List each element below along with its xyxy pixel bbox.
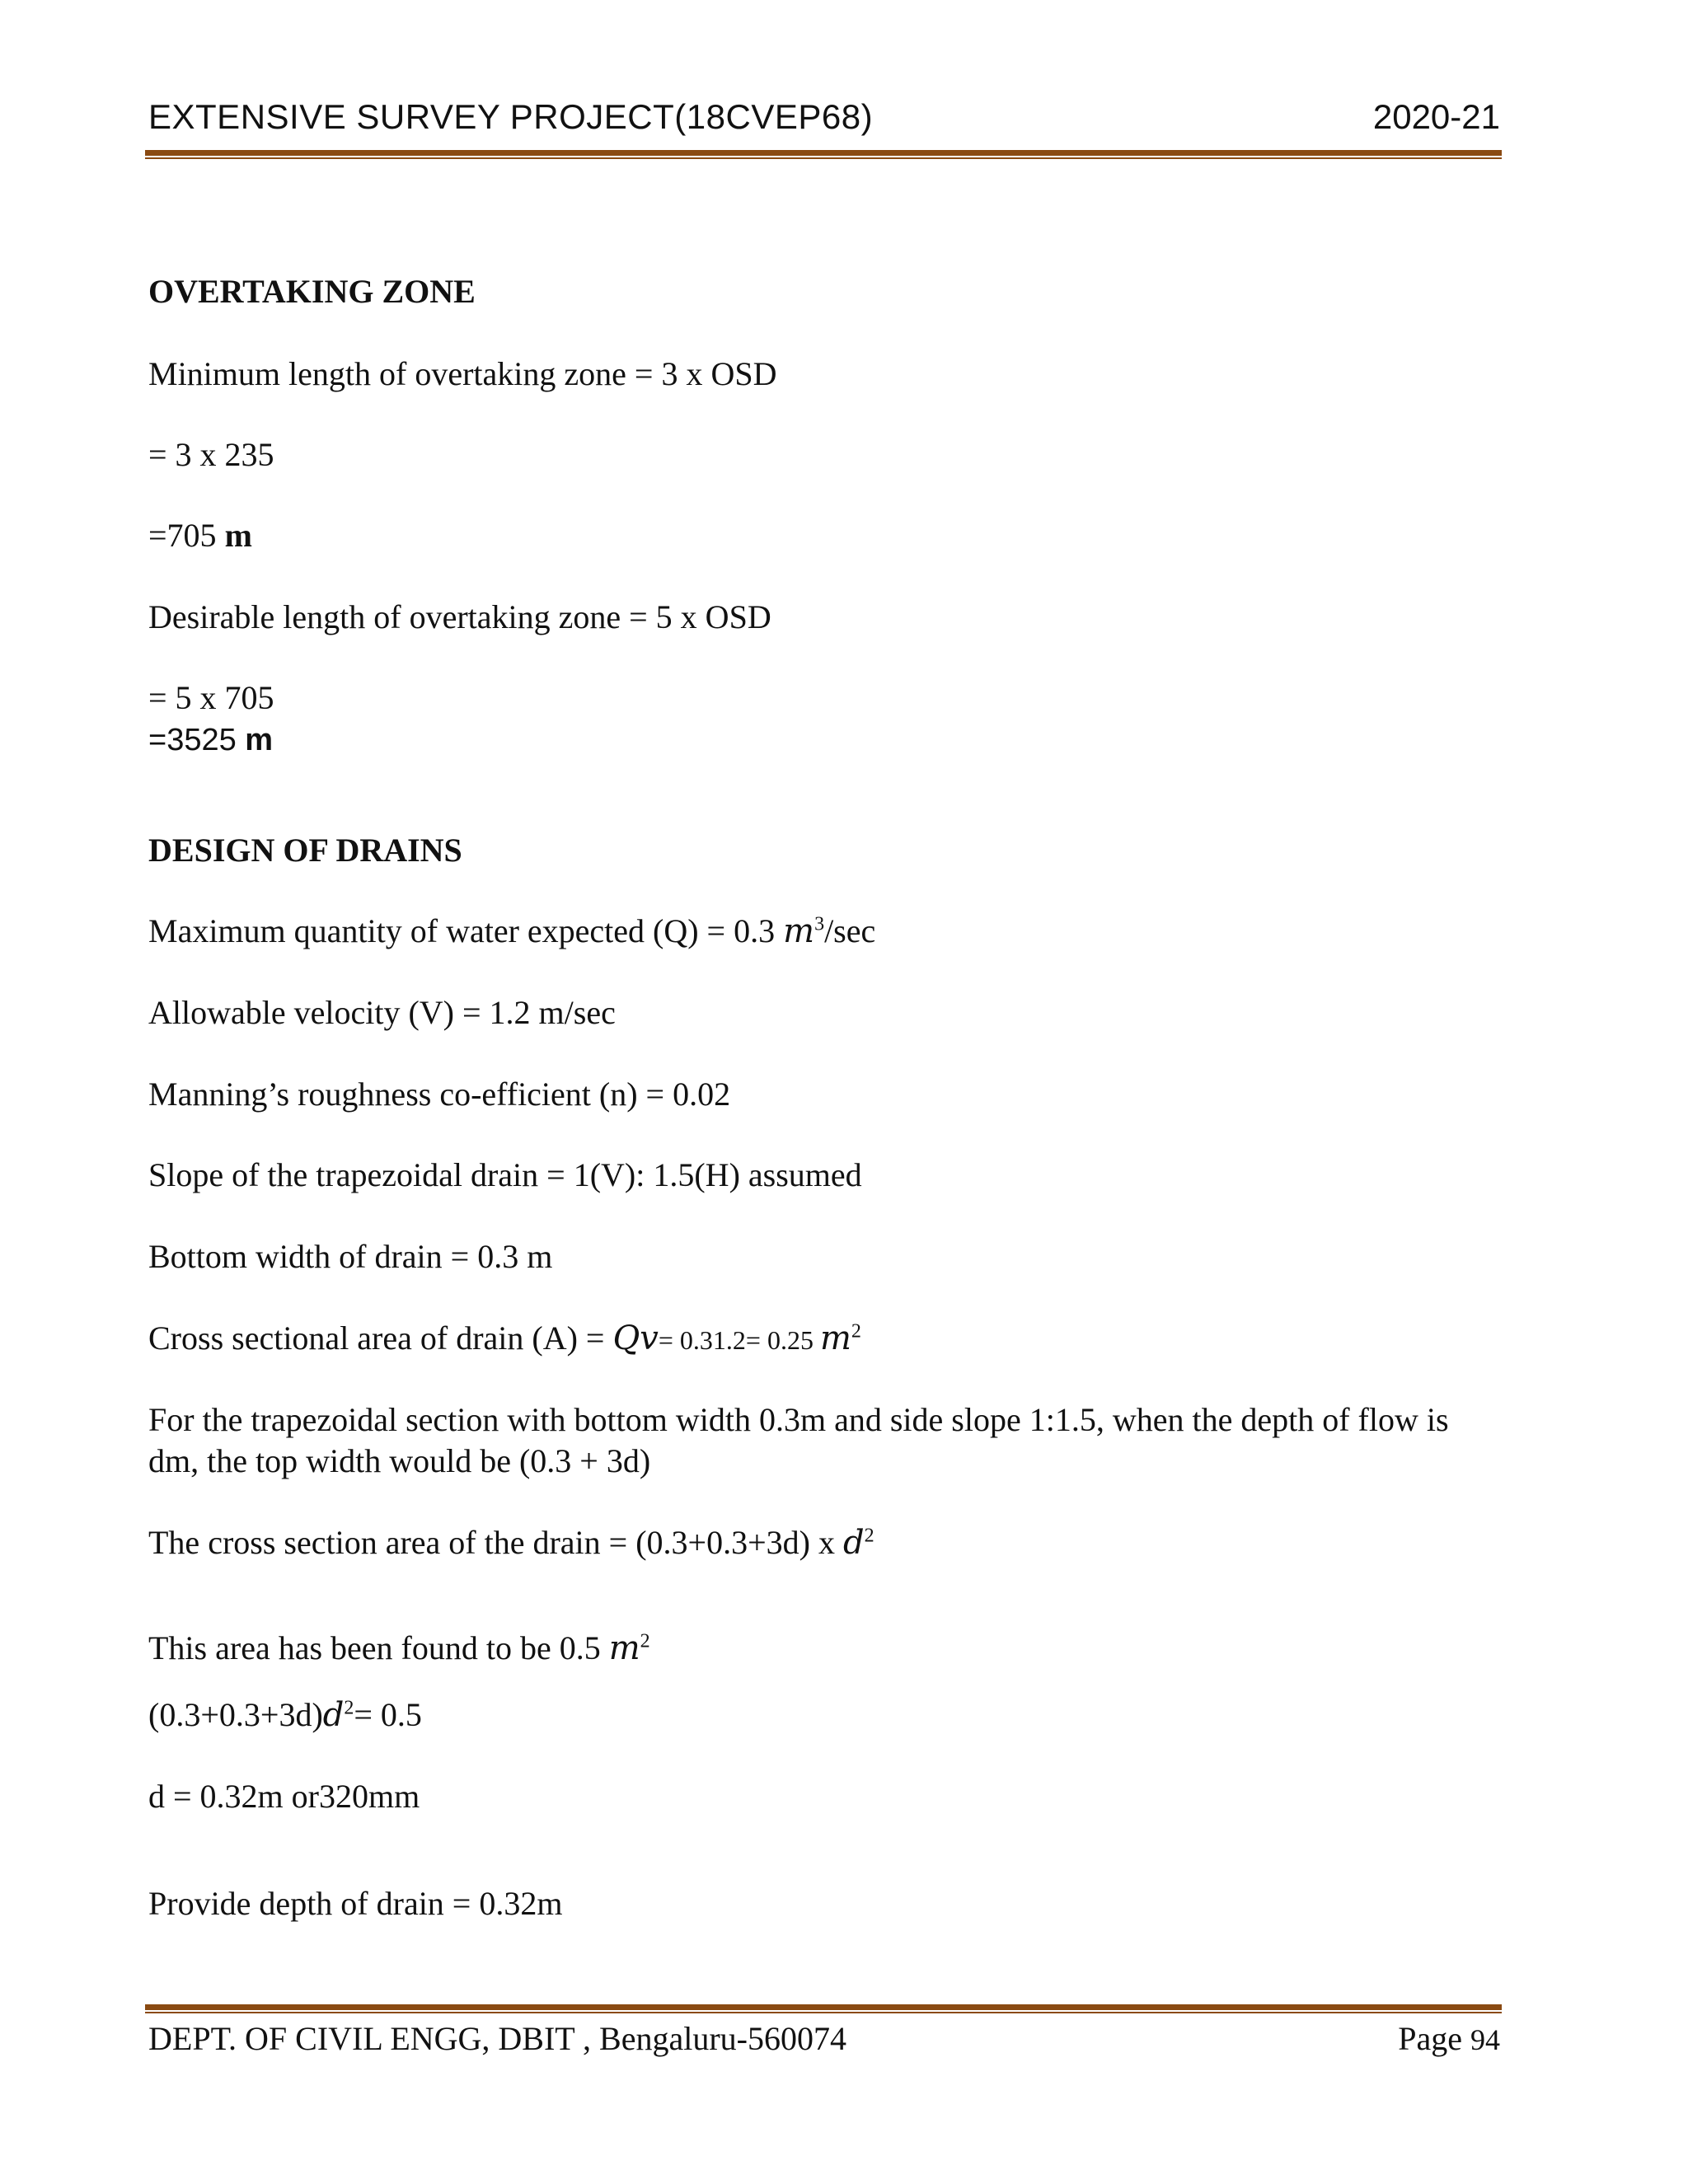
min-result-unit: m xyxy=(224,517,252,554)
footer-dept: DEPT. OF CIVIL ENGG, DBIT , Bengaluru-560074 xyxy=(148,2020,846,2057)
min-calc-line: = 3 x 235 xyxy=(148,436,274,473)
desirable-result-value: =3525 xyxy=(148,723,246,757)
manning-line: Manning’s roughness co-efficient (n) = 0.02 xyxy=(148,1076,731,1113)
found-line xyxy=(148,1629,650,1668)
q-prefix: Maximum quantity of water expected (Q) = 0.3 xyxy=(148,912,784,949)
area-unit: m xyxy=(819,1319,851,1357)
eq-exp: 2 xyxy=(344,1697,354,1719)
area-exp: 2 xyxy=(851,1320,861,1343)
velocity-line: Allowable velocity (V) = 1.2 m/sec xyxy=(148,994,616,1031)
found-prefix: This area has been found to be 0.5 xyxy=(148,1629,609,1666)
desirable-result-line xyxy=(148,720,273,760)
desirable-length-line: Desirable length of overtaking zone = 5 x OSD xyxy=(148,598,771,635)
slope-line: Slope of the trapezoidal drain = 1(V): 1.5(H) assumed xyxy=(148,1156,862,1193)
bottom-width-line: Bottom width of drain = 0.3 m xyxy=(148,1238,553,1275)
found-exp: 2 xyxy=(640,1630,650,1652)
eq-suffix: = 0.5 xyxy=(354,1696,422,1733)
page-label: Page xyxy=(1398,2020,1470,2057)
found-var: m xyxy=(608,1629,640,1667)
q-line xyxy=(148,912,875,951)
header-rule-thin xyxy=(145,157,1502,159)
footer-page xyxy=(1398,2019,1500,2058)
cross-area-line xyxy=(148,1523,874,1563)
footer-rule-thin xyxy=(145,2012,1502,2013)
footer-rule xyxy=(145,2004,1502,2010)
min-result-value: =705 xyxy=(148,517,225,554)
trapezoid-paragraph: For the trapezoidal section with bottom width 0.3m and side slope 1:1.5, when the depth of flow is dm, the top width would be (0.3 + 3d) xyxy=(148,1401,1449,1479)
min-length-line: Minimum length of overtaking zone = 3 x OSD xyxy=(148,355,777,392)
overtaking-heading: OVERTAKING ZONE xyxy=(148,273,476,310)
desirable-result-unit: m xyxy=(245,723,274,757)
cross-area-exp: 2 xyxy=(864,1525,874,1547)
min-result-line xyxy=(148,516,252,555)
cross-area-prefix: The cross section area of the drain = (0.3+0.3+3d) x xyxy=(148,1524,843,1561)
header-title: EXTENSIVE SURVEY PROJECT(18CVEP68) xyxy=(148,97,874,136)
header-year: 2020-21 xyxy=(1372,97,1500,136)
page-header xyxy=(148,97,1500,147)
q-suffix: /sec xyxy=(824,912,876,949)
q-exp: 3 xyxy=(814,913,825,935)
desirable-calc-line: = 5 x 705 xyxy=(148,679,274,716)
provide-depth-line: Provide depth of drain = 0.32m xyxy=(148,1885,563,1922)
area-mid: = 0.31.2= 0.25 xyxy=(658,1325,820,1355)
cross-area-var: d xyxy=(842,1524,865,1562)
page-footer xyxy=(148,2019,1500,2069)
area-prefix: Cross sectional area of drain (A) = xyxy=(148,1319,613,1357)
q-var: m xyxy=(783,912,815,950)
depth-result-line: d = 0.32m or320mm xyxy=(148,1778,420,1815)
header-rule xyxy=(145,150,1502,156)
eq-prefix: (0.3+0.3+3d) xyxy=(148,1696,323,1733)
eq-var: d xyxy=(322,1696,345,1734)
drains-heading: DESIGN OF DRAINS xyxy=(148,832,462,869)
area-line xyxy=(148,1319,861,1360)
page-number: 94 xyxy=(1470,2023,1500,2056)
equation-line xyxy=(148,1695,422,1735)
area-var: Qv xyxy=(612,1319,659,1357)
